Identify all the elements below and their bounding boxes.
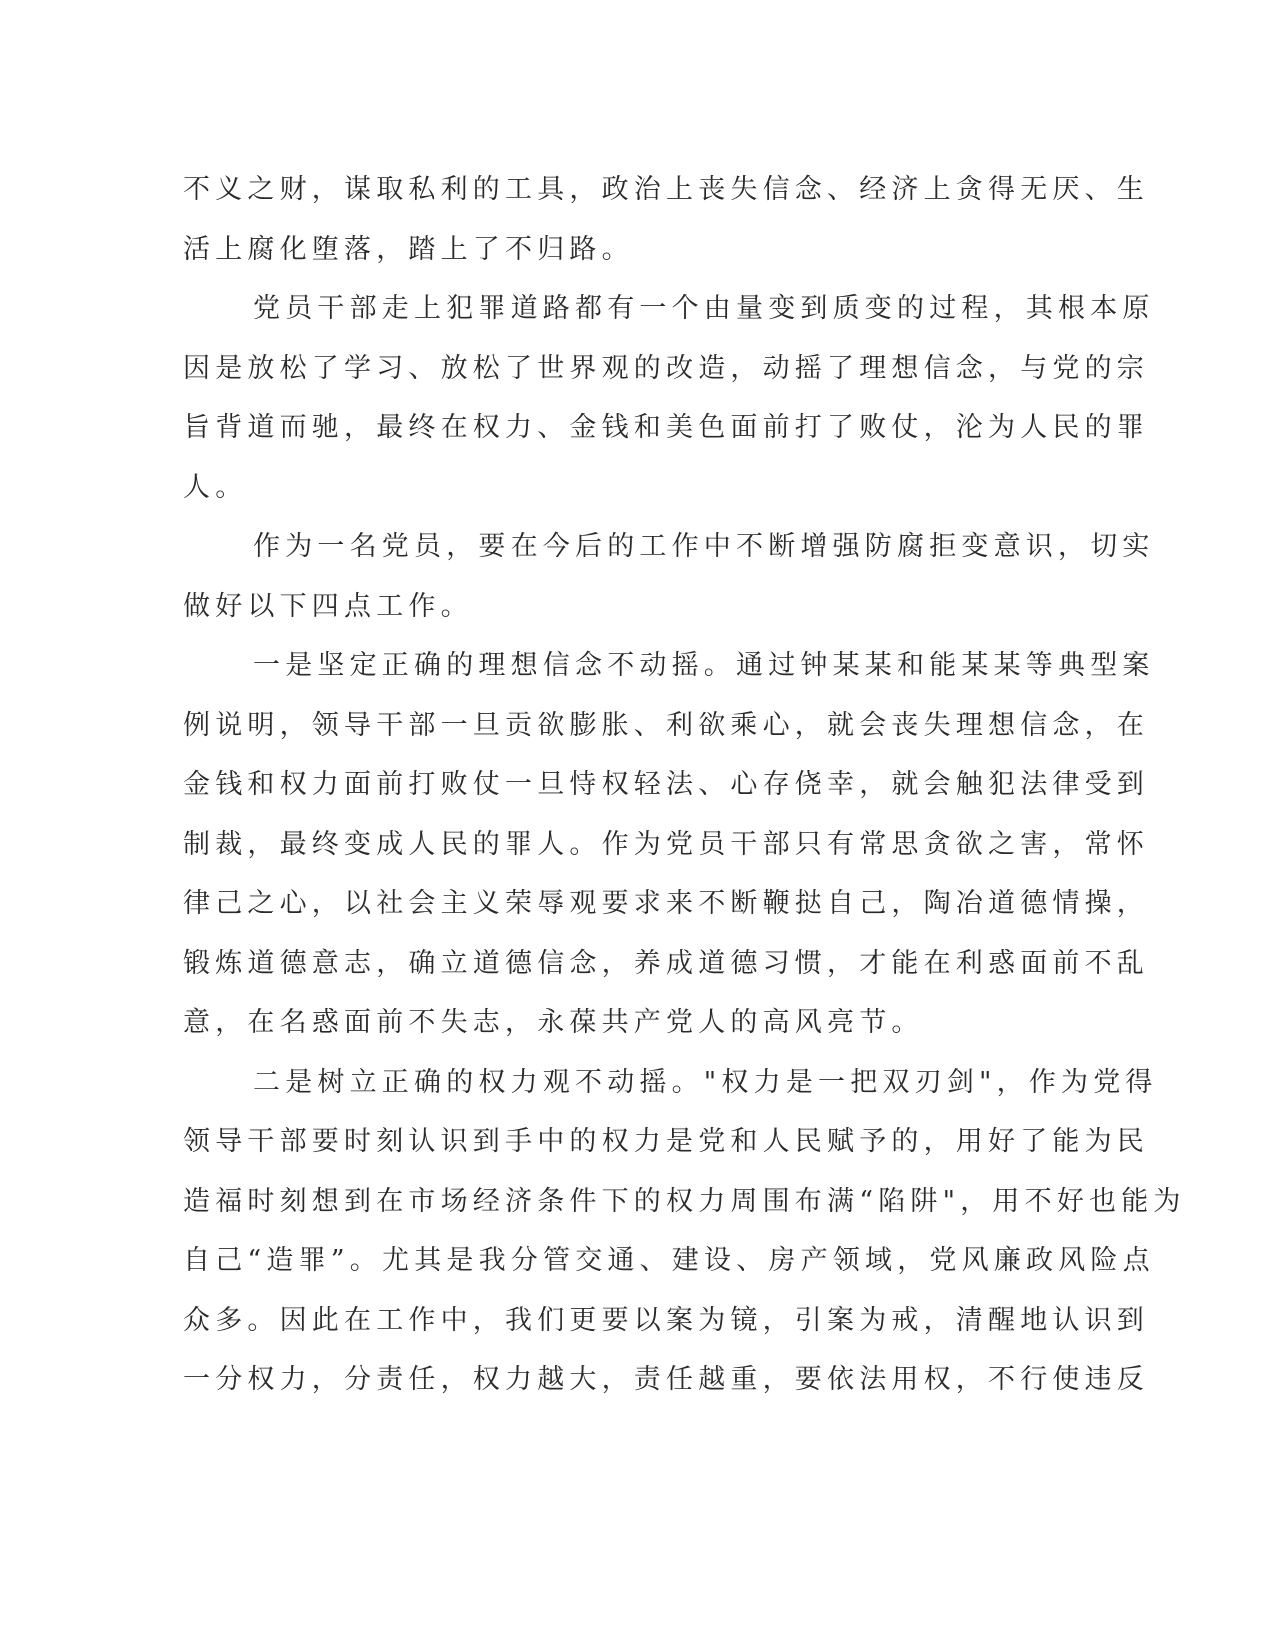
text-line: 做好以下四点工作。 [183,590,473,622]
paragraph-3 [183,517,1155,636]
text-line: 党员干部走上犯罪道路都有一个由量变到质变的过程，其根本原 [253,293,1155,324]
text-line: 众多。因此在工作中，我们更要以案为镜，引案为戒，清醒地认识到 [183,1304,1149,1336]
text-line: 自己“造罪”。尤其是我分管交通、建设、房产领域，党风廉政风险点 [183,1245,1155,1276]
text-line: 律己之心，以社会主义荣辱观要求来不断鞭挞自己，陶冶道德情操， [183,888,1149,919]
text-line: 一是坚定正确的理想信念不动摇。通过钟某某和能某某等典型案 [253,650,1155,681]
text-line: 不义之财，谋取私利的工具，政治上丧失信念、经济上贪得无厌、生 [183,174,1149,205]
text-line: 作为一名党员，要在今后的工作中不断增强防腐拒变意识，切实 [253,531,1155,562]
paragraph-2 [183,279,1155,517]
text-line: 意，在名惑面前不失志，永葆共产党人的高风亮节。 [183,1007,924,1038]
text-line: 旨背道而驰，最终在权力、金钱和美色面前打了败仗，沦为人民的罪 [183,412,1149,443]
text-line: 二是树立正确的权力观不动摇。"权力是一把双刃剑"，作为党得 [253,1066,1158,1098]
text-line: 活上腐化堕落，踏上了不归路。 [183,233,634,265]
text-line: 锻炼道德意志，确立道德信念，养成道德习惯，才能在利惑面前不乱 [183,947,1149,979]
text-line: 领导干部要时刻认识到手中的权力是党和人民赋予的，用好了能为民 [183,1126,1149,1157]
text-line: 造福时刻想到在市场经济条件下的权力周围布满“陷阱"，用不好也能为 [183,1185,1186,1217]
text-line: 人。 [183,471,248,503]
text-line: 因是放松了学习、放松了世界观的改造，动摇了理想信念，与党的宗 [183,352,1149,384]
paragraph-4 [183,636,1155,1053]
text-line: 制裁，最终变成人民的罪人。作为党员干部只有常思贪欲之害，常怀 [183,828,1149,860]
paragraph-5 [183,1053,1186,1410]
paragraph-1 [183,160,1149,279]
document-body [183,160,1186,1410]
text-line: 例说明，领导干部一旦贡欲膨胀、利欲乘心，就会丧失理想信念，在 [183,709,1149,741]
text-line: 金钱和权力面前打败仗一旦恃权轻法、心存侥幸，就会触犯法律受到 [183,769,1149,800]
text-line: 一分权力，分责任，权力越大，责任越重，要依法用权，不行使违反 [183,1364,1149,1395]
